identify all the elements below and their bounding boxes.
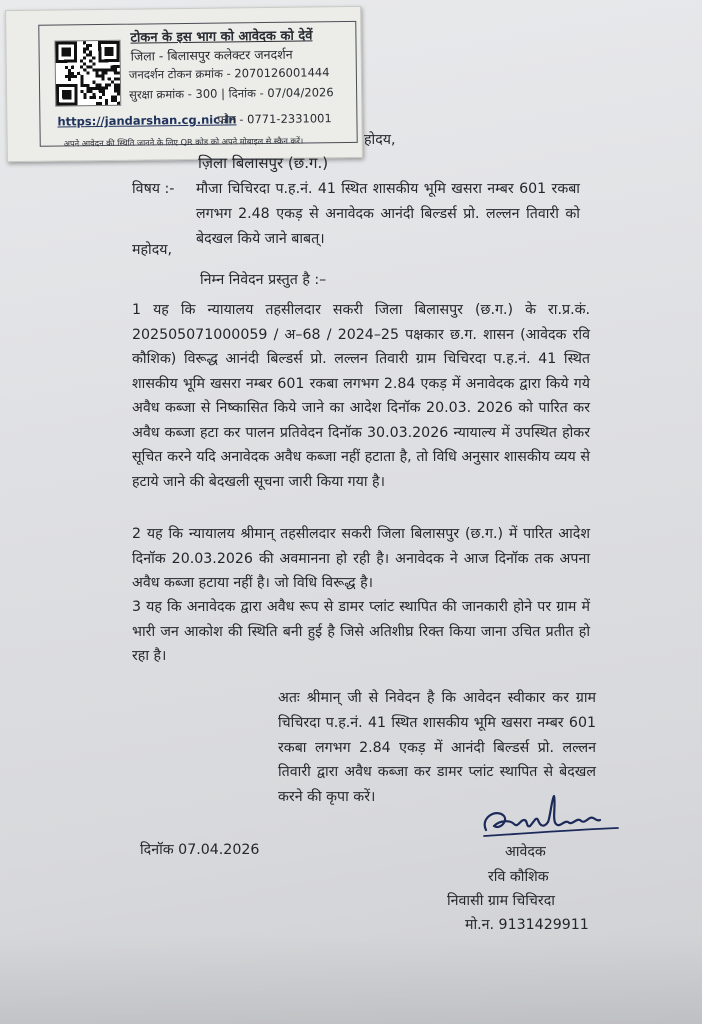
qr-code-icon xyxy=(54,40,121,107)
token-number: जनदर्शन टोकन क्रमांक - 2070126001444 xyxy=(128,65,330,82)
jandarshan-token-slip xyxy=(5,6,363,162)
subject-label: विषय :- xyxy=(132,181,175,197)
token-phone: फोन - 0771-2331001 xyxy=(217,111,332,127)
addressee-suffix: होदय, xyxy=(364,132,396,148)
applicant-name: रवि कौशिक xyxy=(488,869,549,885)
request-paragraph: अतः श्रीमान् जी से निवेदन है कि आवेदन स्वीकार कर ग्राम चिचिरदा प.ह.नं. 41 स्थित शासकीय भूमि खसरा नम्बर 601 रकबा लगभग 2.84 एकड़ में आनंदी बिल्डर्स प्रो. लल्लन तिवारी द्वारा अवैध कब्जा कर डामर प्लांट स्थापित से बेदखल करने की कृपा करें। xyxy=(278,690,596,806)
paragraph-3: 3 यह कि अनावेदक द्वारा अवैध रूप से डामर प्लांट स्थापित की जानकारी होने पर ग्राम में भारी जन आकोश की स्थिति बनी हुई है जिसे अतिशीघ्र रिक्त किया जाना उचित प्रतीत हो रहा है। xyxy=(132,599,590,664)
token-header: टोकन के इस भाग को आवेदक को देवें xyxy=(130,28,313,46)
letter-date: दिनॉक 07.04.2026 xyxy=(140,842,260,858)
applicant-label: आवेदक xyxy=(505,844,546,860)
signature xyxy=(478,790,628,850)
token-district: जिला - बिलासपुर कलेक्टर जनदर्शन xyxy=(130,46,293,64)
paragraph-2: 2 यह कि न्यायालय श्रीमान् तहसीलदार सकरी जिला बिलासपुर (छ.ग.) में पारित आदेश दिनॉक 20.03.2026 की अवमानना हो रही है। अनावेदक ने आज दिनॉक तक अपना अवैध कब्जा हटाया नहीं है। जो विधि विरूद्ध है। xyxy=(132,526,590,591)
token-url: https://jandarshan.cg.nic.in xyxy=(57,112,237,129)
salutation: महोदय, xyxy=(132,242,172,258)
applicant-mobile: मो.न. 9131429911 xyxy=(465,917,589,933)
applicant-address: निवासी ग्राम चिचिरदा xyxy=(447,893,555,909)
token-security-date: सुरक्षा क्रमांक - 300 | दिनांक - 07/04/2026 xyxy=(129,85,334,102)
addressee-district: ज़िला बिलासपुर (छ.ग.) xyxy=(198,154,329,172)
subject-text: मौजा चिचिरदा प.ह.नं. 41 स्थित शासकीय भूमि खसरा नम्बर 601 रकबा लगभग 2.48 एकड़ से अनावेदक आनंदी बिल्डर्स प्रो. लल्लन तिवारी को बेदखल किये जाने बाबत्। xyxy=(196,181,580,247)
intro-line: निम्न निवेदन प्रस्तुत है :– xyxy=(200,272,327,288)
paragraph-1: 1 यह कि न्यायालय तहसीलदार सकरी जिला बिलासपुर (छ.ग.) के रा.प्र.कं. 202505071000059 / अ–68 / 2024–25 पक्षकार छ.ग. शासन (आवेदक रवि कौशिक) विरूद्ध आनंदी बिल्डर्स प्रो. लल्लन तिवारी ग्राम चिचिरदा प.ह.नं. 41 स्थित शासकीय भूमि खसरा नम्बर 601 रकबा लगभग 2.84 एकड़ में अनावेदक द्वारा किये गये अवैध कब्जा से निष्कासित किये जाने का आदेश दिनॉक 20.03. 2026 को पारित कर अवैध कब्जा हटा कर पालन प्रतिवेदन दिनॉक 30.03.2026 न्यायाल्य में उपस्थित होकर सूचित करने यदि अनावेदक अवैध कब्जा नहीं हटाता है, तो विधि अनुसार शासकीय व्यय से हटाये जाने की बेदखली सूचना जारी किया गया है। xyxy=(132,302,590,490)
token-note: अपने आवेदन की स्थिति जानने के लिए QR कोड को अपने मोबाइल से स्कैन करें। xyxy=(63,135,304,149)
